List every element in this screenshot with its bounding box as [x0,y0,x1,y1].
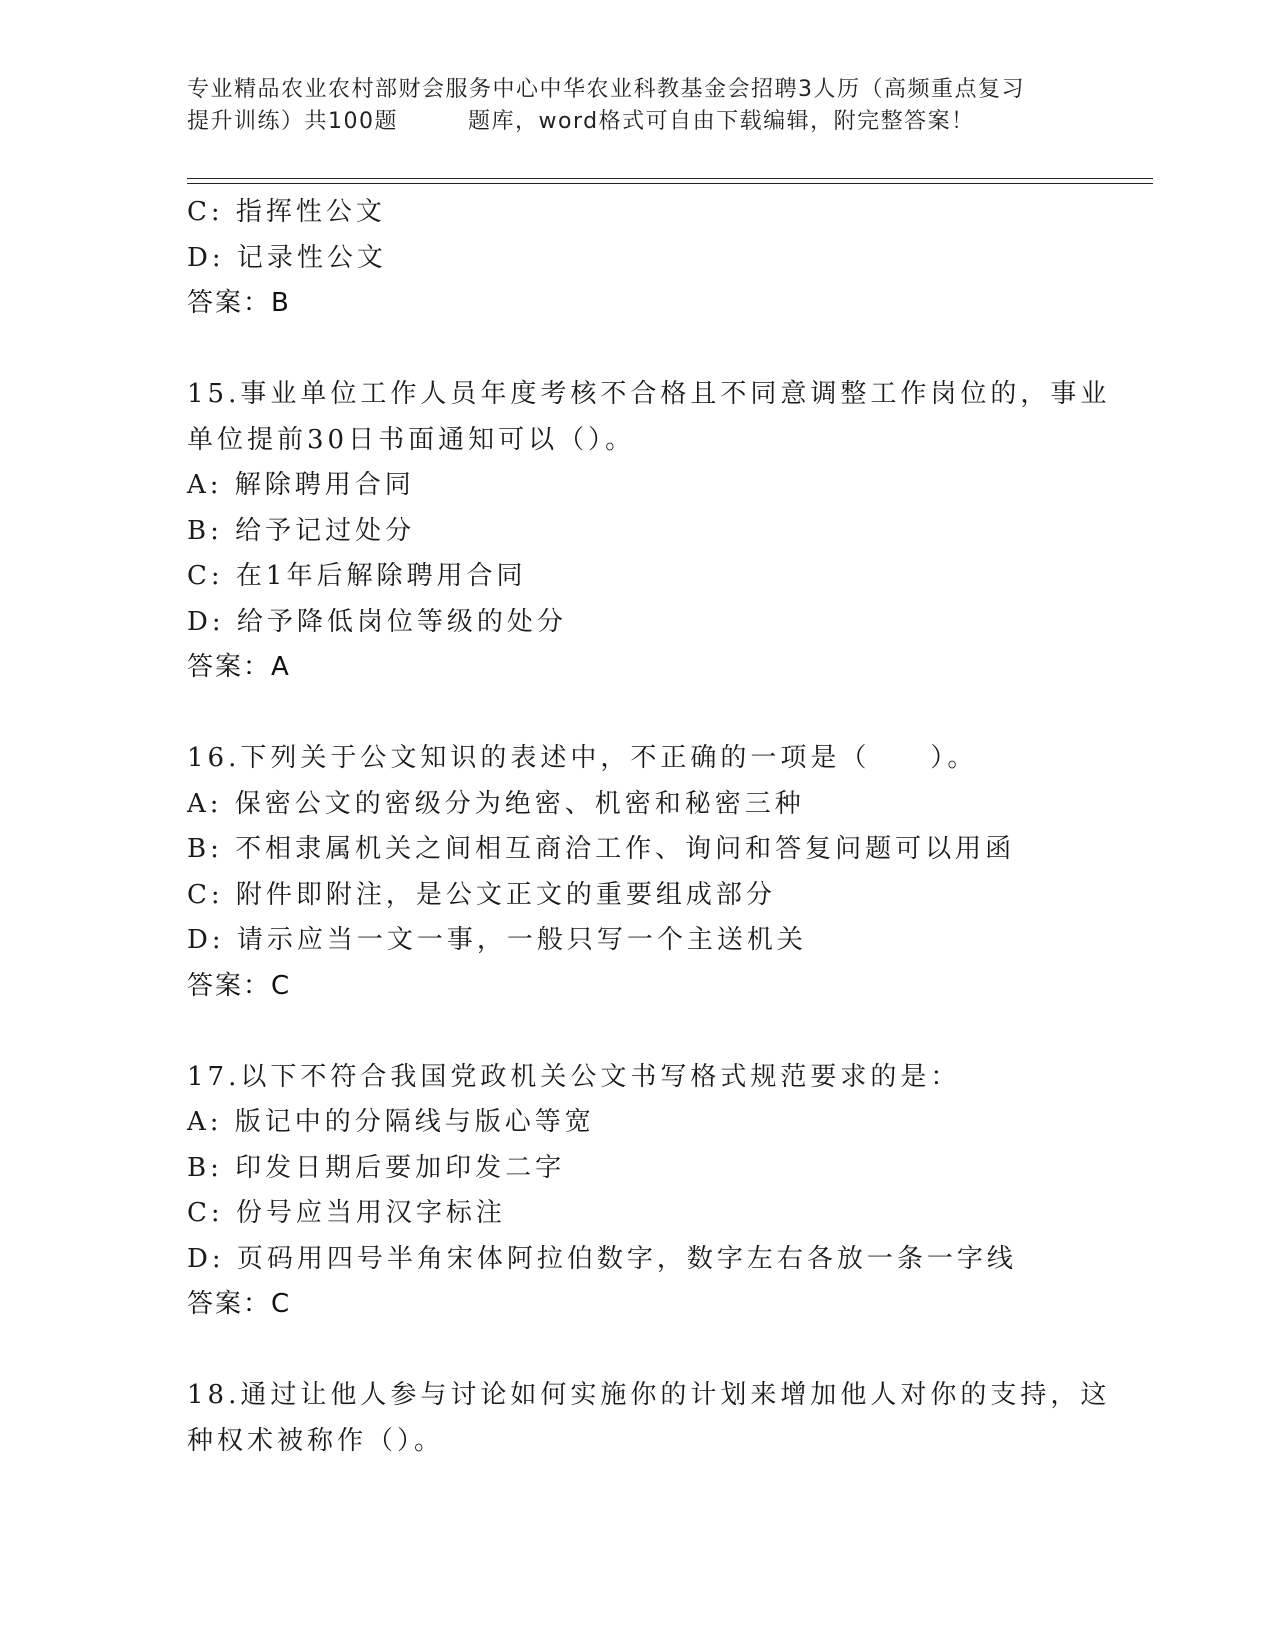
option-c: C: 在1年后解除聘用合同 [187,561,527,591]
header-rule-top [187,178,1153,179]
question-16 [187,736,1087,1009]
option-d: D: 请示应当一文一事，一般只写一个主送机关 [187,925,807,955]
answer: 答案：C [187,970,292,1001]
option-d: D: 给予降低岗位等级的处分 [187,606,567,637]
question-14-continued [187,190,1087,327]
question-18 [187,1373,1111,1464]
page-header [187,74,1087,138]
option-c: C: 指挥性公文 [187,197,386,227]
answer: 答案：A [187,652,291,682]
question-text: 15.事业单位工作人员年度考核不合格且不同意调整工作岗位的，事业 [187,379,1111,409]
option-b: B: 给予记过处分 [187,515,416,546]
question-text: 16.下列关于公文知识的表述中，不正确的一项是（ ）。 [187,743,978,773]
answer: 答案：B [187,288,291,318]
question-text: 单位提前30日书面通知可以（）。 [187,424,636,455]
header-line-2a: 提升训练）共100题 [187,109,398,134]
header-line-2 [187,106,1087,138]
header-line-1: 专业精品农业农村部财会服务中心中华农业科教基金会招聘3人历（高频重点复习 [187,77,1025,102]
option-a: A: 版记中的分隔线与版心等宽 [187,1107,595,1137]
question-text: 18.通过让他人参与讨论如何实施你的计划来增加他人对你的支持，这 [187,1380,1111,1410]
question-15 [187,372,1111,691]
document-body [187,190,1111,1464]
question-17 [187,1055,1087,1328]
option-c: C: 附件即附注，是公文正文的重要组成部分 [187,879,776,910]
answer: 答案：C [187,1289,292,1319]
option-d: D: 记录性公文 [187,242,387,273]
option-b: B: 印发日期后要加印发二字 [187,1152,566,1183]
question-text: 种权术被称作（）。 [187,1425,445,1456]
option-a: A: 解除聘用合同 [187,470,415,500]
option-d: D: 页码用四号半角宋体阿拉伯数字，数字左右各放一条一字线 [187,1243,1017,1274]
header-rule-bottom [187,183,1153,184]
option-b: B: 不相隶属机关之间相互商洽工作、询问和答复问题可以用函 [187,834,1016,864]
option-a: A: 保密公文的密级分为绝密、机密和秘密三种 [187,788,805,819]
option-c: C: 份号应当用汉字标注 [187,1198,506,1228]
question-text: 17.以下不符合我国党政机关公文书写格式规范要求的是： [187,1061,961,1092]
header-line-2b: 题库，word格式可自由下载编辑，附完整答案！ [468,109,975,134]
